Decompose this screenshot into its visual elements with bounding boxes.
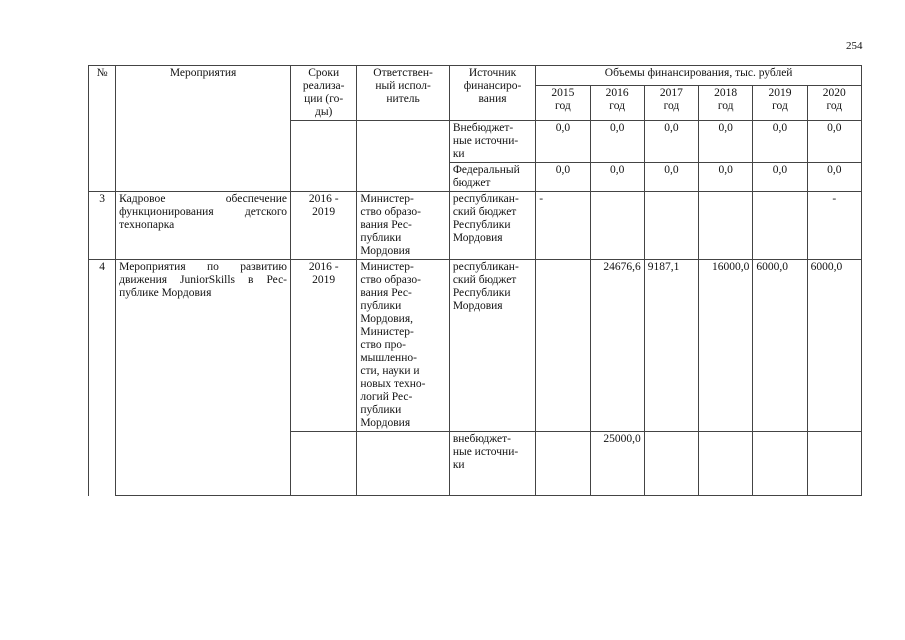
value-2017: 0,0 (644, 163, 698, 192)
value-2016: 0,0 (590, 163, 644, 192)
value-2018 (699, 432, 753, 496)
value-2016: 24676,6 (590, 260, 644, 432)
year-2017: 2017 год (644, 85, 698, 120)
value-2017 (644, 192, 698, 260)
page-number: 254 (846, 40, 863, 52)
table-row (89, 260, 862, 432)
value-2017: 9187,1 (644, 260, 698, 432)
value-2017: 0,0 (644, 121, 698, 163)
value-2017 (644, 432, 698, 496)
value-2015: 0,0 (536, 121, 590, 163)
table-row (89, 121, 862, 163)
value-2016 (590, 192, 644, 260)
row-source: республикан- ский бюджет Республики Мордовия (449, 192, 535, 260)
row-measure (116, 121, 291, 192)
row-terms (291, 121, 357, 192)
value-2020 (807, 432, 861, 496)
value-2019: 0,0 (753, 121, 807, 163)
value-2020: - (807, 192, 861, 260)
header-row (89, 66, 862, 86)
row-measure: Мероприятия по развитию движения JuniorSkills в Рес-публике Мордовия (116, 260, 291, 496)
value-2018: 0,0 (699, 121, 753, 163)
header-no-cont (89, 85, 116, 120)
funding-table (88, 65, 862, 496)
row-terms: 2016 - 2019 (291, 192, 357, 260)
value-2018 (699, 192, 753, 260)
value-2018: 0,0 (699, 163, 753, 192)
year-2020: 2020 год (807, 85, 861, 120)
value-2018: 16000,0 (699, 260, 753, 432)
row-source: Внебюджет- ные источни- ки (449, 121, 535, 163)
year-2016: 2016 год (590, 85, 644, 120)
value-2015: - (536, 192, 590, 260)
table-row (89, 192, 862, 260)
row-source: республикан- ский бюджет Республики Мордовия (449, 260, 535, 432)
header-terms: Сроки реализа- ции (го- ды) (291, 66, 357, 121)
year-2018: 2018 год (699, 85, 753, 120)
value-2015: 0,0 (536, 163, 590, 192)
row-source: внебюджет- ные источни- ки (449, 432, 535, 496)
row-terms: 2016 - 2019 (291, 260, 357, 432)
header-no: № (89, 66, 116, 86)
row-responsible: Министер- ство образо- вания Рес- публики Мордовия (357, 192, 449, 260)
header-responsible: Ответствен- ный испол- нитель (357, 66, 449, 121)
value-2015 (536, 432, 590, 496)
value-2016: 0,0 (590, 121, 644, 163)
value-2015 (536, 260, 590, 432)
row-measure: Кадровое обеспечение функционирования детского технопарка (116, 192, 291, 260)
row-no: 3 (89, 192, 116, 260)
row-responsible (357, 432, 449, 496)
year-2019: 2019 год (753, 85, 807, 120)
header-source: Источник финансиро- вания (449, 66, 535, 121)
row-terms (291, 432, 357, 496)
value-2019 (753, 432, 807, 496)
value-2019 (753, 192, 807, 260)
row-source: Федеральный бюджет (449, 163, 535, 192)
value-2019: 6000,0 (753, 260, 807, 432)
value-2020: 0,0 (807, 163, 861, 192)
row-responsible (357, 121, 449, 192)
row-responsible: Министер- ство образо- вания Рес- публики Мордовия, Министер- ство про- мышленно- сти, науки и новых техно- логий Рес- публики Мордовия (357, 260, 449, 432)
value-2020: 0,0 (807, 121, 861, 163)
year-2015: 2015 год (536, 85, 590, 120)
header-funding: Объемы финансирования, тыс. рублей (536, 66, 862, 86)
value-2016: 25000,0 (590, 432, 644, 496)
header-measures-cont (116, 85, 291, 120)
row-no (89, 121, 116, 192)
value-2019: 0,0 (753, 163, 807, 192)
row-no: 4 (89, 260, 116, 496)
value-2020: 6000,0 (807, 260, 861, 432)
header-measures: Мероприятия (116, 66, 291, 86)
